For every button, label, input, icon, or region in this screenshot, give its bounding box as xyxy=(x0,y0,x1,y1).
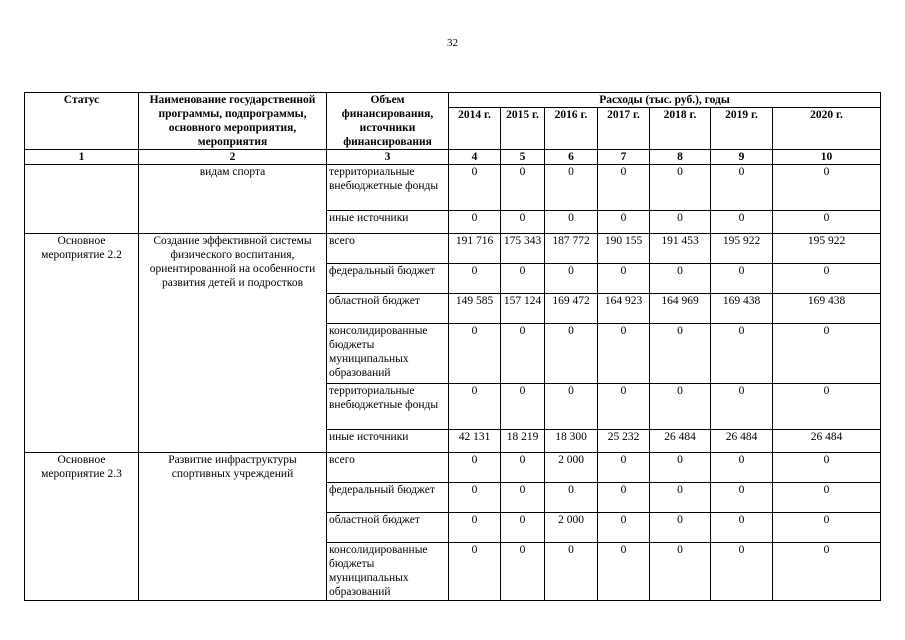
header-year: 2020 г. xyxy=(773,108,881,150)
expense-value: 0 xyxy=(598,264,650,294)
expense-value: 157 124 xyxy=(501,294,545,324)
header-year: 2015 г. xyxy=(501,108,545,150)
expense-value: 0 xyxy=(449,543,501,601)
expense-value: 0 xyxy=(650,324,711,384)
expense-value: 0 xyxy=(598,384,650,430)
funding-source: областной бюджет xyxy=(327,513,449,543)
expense-value: 0 xyxy=(449,384,501,430)
header-name: Наименование государственной программы, подпрограммы, основного мероприятия, мероприятия xyxy=(139,93,327,150)
expense-value: 0 xyxy=(449,324,501,384)
expense-value: 195 922 xyxy=(773,234,881,264)
expense-value: 0 xyxy=(711,543,773,601)
expense-value: 0 xyxy=(650,165,711,211)
table-row xyxy=(25,165,881,211)
funding-source: областной бюджет xyxy=(327,294,449,324)
expense-value: 0 xyxy=(598,211,650,234)
expense-value: 0 xyxy=(449,453,501,483)
expense-value: 0 xyxy=(773,324,881,384)
expense-value: 0 xyxy=(711,324,773,384)
row-name: Создание эффективной системы физического воспитания, ориентированной на особенности развития детей и подростков xyxy=(139,234,327,453)
header-year: 2016 г. xyxy=(545,108,598,150)
header-volume: Объем финансирования, источники финансирования xyxy=(327,93,449,150)
expense-value: 0 xyxy=(545,324,598,384)
expense-value: 0 xyxy=(650,384,711,430)
expense-value: 0 xyxy=(598,324,650,384)
expense-value: 0 xyxy=(711,211,773,234)
expense-value: 0 xyxy=(650,513,711,543)
expense-value: 0 xyxy=(773,211,881,234)
expense-value: 0 xyxy=(545,211,598,234)
expense-value: 164 969 xyxy=(650,294,711,324)
funding-source: иные источники xyxy=(327,211,449,234)
expense-value: 190 155 xyxy=(598,234,650,264)
expense-value: 195 922 xyxy=(711,234,773,264)
table-body xyxy=(25,165,881,601)
expense-value: 0 xyxy=(711,483,773,513)
expense-value: 169 438 xyxy=(773,294,881,324)
expense-value: 0 xyxy=(711,165,773,211)
expense-value: 0 xyxy=(650,453,711,483)
column-number: 6 xyxy=(545,150,598,165)
expense-value: 0 xyxy=(773,453,881,483)
table-row xyxy=(25,234,881,264)
header-expenses: Расходы (тыс. руб.), годы xyxy=(449,93,881,108)
expense-value: 0 xyxy=(711,264,773,294)
expense-value: 0 xyxy=(501,483,545,513)
header-year: 2017 г. xyxy=(598,108,650,150)
expense-value: 0 xyxy=(501,165,545,211)
expense-value: 0 xyxy=(773,483,881,513)
column-number: 9 xyxy=(711,150,773,165)
expense-value: 191 716 xyxy=(449,234,501,264)
expense-value: 0 xyxy=(650,211,711,234)
column-number: 7 xyxy=(598,150,650,165)
column-number: 4 xyxy=(449,150,501,165)
column-number: 10 xyxy=(773,150,881,165)
expense-value: 2 000 xyxy=(545,453,598,483)
funding-source: федеральный бюджет xyxy=(327,264,449,294)
header-year: 2018 г. xyxy=(650,108,711,150)
expense-value: 0 xyxy=(545,165,598,211)
header-year: 2014 г. xyxy=(449,108,501,150)
expense-value: 0 xyxy=(545,543,598,601)
budget-table xyxy=(24,92,881,601)
funding-source: консолидированные бюджеты муниципальных образований xyxy=(327,324,449,384)
expense-value: 175 343 xyxy=(501,234,545,264)
expense-value: 0 xyxy=(501,453,545,483)
funding-source: территориальные внебюджетные фонды xyxy=(327,165,449,211)
header-year: 2019 г. xyxy=(711,108,773,150)
table-row xyxy=(25,453,881,483)
funding-source: федеральный бюджет xyxy=(327,483,449,513)
expense-value: 0 xyxy=(449,165,501,211)
expense-value: 0 xyxy=(449,483,501,513)
expense-value: 0 xyxy=(711,453,773,483)
expense-value: 0 xyxy=(501,211,545,234)
row-status xyxy=(25,165,139,234)
funding-source: консолидированные бюджеты муниципальных образований xyxy=(327,543,449,601)
funding-source: всего xyxy=(327,453,449,483)
expense-value: 0 xyxy=(449,264,501,294)
column-number: 2 xyxy=(139,150,327,165)
expense-value: 0 xyxy=(773,384,881,430)
funding-source: территориальные внебюджетные фонды xyxy=(327,384,449,430)
expense-value: 0 xyxy=(501,384,545,430)
expense-value: 0 xyxy=(501,513,545,543)
expense-value: 0 xyxy=(598,513,650,543)
header-status: Статус xyxy=(25,93,139,150)
column-number: 5 xyxy=(501,150,545,165)
expense-value: 149 585 xyxy=(449,294,501,324)
expense-value: 0 xyxy=(501,264,545,294)
expense-value: 0 xyxy=(598,543,650,601)
expense-value: 0 xyxy=(598,483,650,513)
expense-value: 0 xyxy=(449,513,501,543)
table-header xyxy=(25,93,881,165)
expense-value: 2 000 xyxy=(545,513,598,543)
expense-value: 0 xyxy=(773,543,881,601)
expense-value: 0 xyxy=(501,543,545,601)
expense-value: 0 xyxy=(650,543,711,601)
expense-value: 26 484 xyxy=(650,430,711,453)
expense-value: 0 xyxy=(598,453,650,483)
column-number: 3 xyxy=(327,150,449,165)
column-number: 8 xyxy=(650,150,711,165)
expense-value: 0 xyxy=(449,211,501,234)
expense-value: 0 xyxy=(773,513,881,543)
expense-value: 26 484 xyxy=(773,430,881,453)
column-number: 1 xyxy=(25,150,139,165)
expense-value: 0 xyxy=(773,264,881,294)
expense-value: 0 xyxy=(650,483,711,513)
row-status: Основное мероприятие 2.2 xyxy=(25,234,139,453)
expense-value: 0 xyxy=(545,264,598,294)
expense-value: 187 772 xyxy=(545,234,598,264)
expense-value: 169 472 xyxy=(545,294,598,324)
expense-value: 0 xyxy=(711,384,773,430)
expense-value: 191 453 xyxy=(650,234,711,264)
expense-value: 18 219 xyxy=(501,430,545,453)
expense-value: 0 xyxy=(598,165,650,211)
expense-value: 164 923 xyxy=(598,294,650,324)
expense-value: 0 xyxy=(545,483,598,513)
expense-value: 169 438 xyxy=(711,294,773,324)
expense-value: 26 484 xyxy=(711,430,773,453)
expense-value: 0 xyxy=(501,324,545,384)
row-status: Основное мероприятие 2.3 xyxy=(25,453,139,601)
page-number: 32 xyxy=(447,37,458,49)
expense-value: 25 232 xyxy=(598,430,650,453)
funding-source: иные источники xyxy=(327,430,449,453)
row-name: Развитие инфраструктуры спортивных учреждений xyxy=(139,453,327,601)
expense-value: 0 xyxy=(711,513,773,543)
funding-source: всего xyxy=(327,234,449,264)
expense-value: 0 xyxy=(545,384,598,430)
expense-value: 0 xyxy=(650,264,711,294)
expense-value: 18 300 xyxy=(545,430,598,453)
expense-value: 42 131 xyxy=(449,430,501,453)
expense-value: 0 xyxy=(773,165,881,211)
row-name: видам спорта xyxy=(139,165,327,234)
